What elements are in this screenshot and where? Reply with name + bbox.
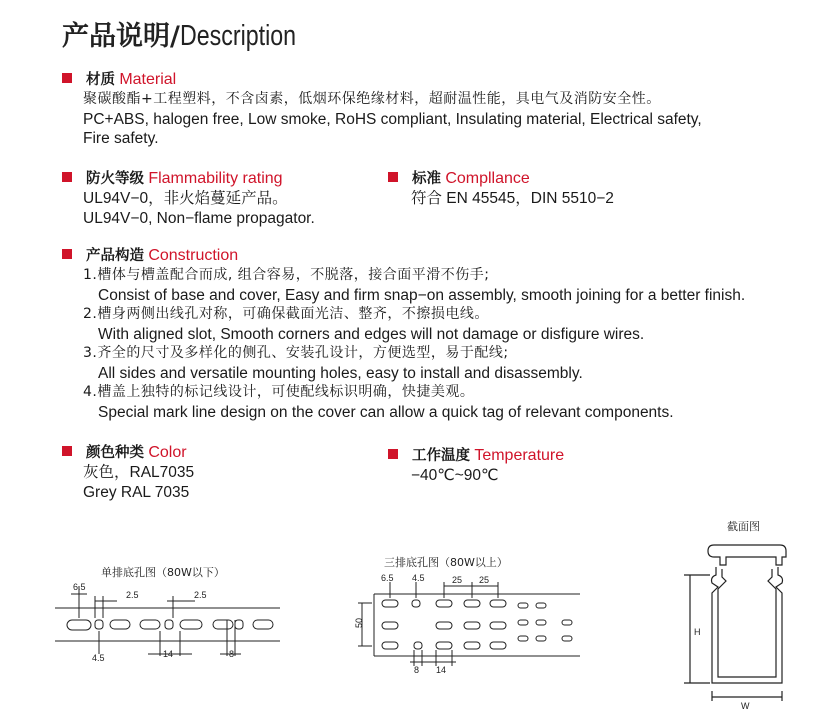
construction-line: 3.齐全的尺寸及多样化的侧孔、安装孔设计，方便选型，易于配线; — [83, 345, 509, 361]
construction-line: Consist of base and cover, Easy and firm snap−on assembly, smooth joining for a better finish. — [98, 286, 746, 304]
triple-dim-label: 25 — [452, 575, 463, 585]
material-line: Fire safety. — [83, 130, 159, 147]
single-dim-label: 2.5 — [194, 590, 207, 600]
single-dim-label: 14 — [163, 649, 174, 659]
flammability-line: UL94V−0，非火焰蔓延产品。 — [83, 190, 288, 207]
flammability-heading-en: Flammability rating — [148, 170, 283, 187]
single-dim-label: 8 — [229, 649, 235, 659]
material-line: PC+ABS, halogen free, Low smoke, RoHS compliant, Insulating material, Electrical safety, — [83, 110, 702, 128]
flammability-line: UL94V−0, Non−flame propagator. — [83, 209, 315, 227]
bullet-square-icon — [62, 73, 72, 83]
triple-dim-label: 50 — [354, 617, 364, 628]
section-dim-label: H — [694, 627, 701, 637]
construction-line: 2.槽身两侧出线孔对称，可确保截面光洁、整齐，不擦损电线。 — [83, 306, 489, 322]
color-heading-cn: 颜色种类 — [86, 445, 144, 461]
flammability-heading-cn: 防火等级 — [86, 171, 144, 187]
material-line: 聚碳酸酯+工程塑料，不含卤素，低烟环保绝缘材料，超耐温性能，具电气及消防安全性。 — [83, 91, 661, 107]
construction-line: 1.槽体与槽盖配合而成, 组合容易，不脱落，接合面平滑不伤手; — [83, 267, 490, 283]
color-line: 灰色，RAL7035 — [83, 464, 195, 481]
color-heading — [62, 443, 194, 463]
cross-section-diagram — [670, 515, 820, 715]
single-row-caption: 单排底孔图（80W以下） — [101, 566, 225, 579]
triple-dim-label: 4.5 — [412, 573, 425, 583]
construction-heading-en: Construction — [148, 247, 239, 264]
compliance-section — [388, 169, 614, 209]
color-heading-en: Color — [148, 444, 187, 461]
material-heading-cn: 材质 — [86, 72, 115, 88]
triple-row-hole-diagram — [352, 548, 592, 678]
construction-line: Special mark line design on the cover can allow a quick tag of relevant components. — [98, 403, 674, 421]
construction-heading — [62, 246, 745, 266]
single-dim-label: 4.5 — [92, 653, 105, 663]
cross-section-drawing — [670, 515, 820, 715]
page-title-sep: / — [170, 21, 180, 52]
triple-row-caption: 三排底孔图（80W以上） — [384, 556, 508, 569]
bullet-square-icon — [388, 172, 398, 182]
triple-dim-label: 8 — [414, 665, 420, 675]
material-section — [62, 70, 702, 149]
triple-dim-label: 25 — [479, 575, 490, 585]
construction-heading-cn: 产品构造 — [86, 248, 144, 264]
temperature-section — [388, 446, 564, 486]
flammability-heading — [62, 169, 315, 189]
construction-line: 4.槽盖上独特的标记线设计，可使配线标识明确，快捷美观。 — [83, 384, 475, 400]
construction-line: All sides and versatile mounting holes, easy to install and disassembly. — [98, 364, 583, 382]
compliance-heading — [388, 169, 614, 189]
triple-row-drawing — [352, 548, 592, 678]
temperature-heading-cn: 工作温度 — [412, 448, 470, 464]
temperature-heading — [388, 446, 564, 466]
compliance-heading-cn: 标准 — [412, 171, 441, 187]
cross-section-caption: 截面图 — [727, 520, 760, 533]
construction-section — [62, 246, 745, 422]
color-line: Grey RAL 7035 — [83, 483, 190, 501]
page-title — [62, 14, 325, 53]
bullet-square-icon — [62, 172, 72, 182]
construction-line: With aligned slot, Smooth corners and edges will not damage or disfigure wires. — [98, 325, 645, 343]
single-row-hole-diagram — [55, 556, 295, 666]
temperature-heading-en: Temperature — [474, 447, 565, 464]
single-dim-label: 6.5 — [73, 582, 86, 592]
compliance-line: 符合 EN 45545，DIN 5510−2 — [411, 190, 614, 207]
page-title-en: Description — [179, 20, 296, 52]
bullet-square-icon — [62, 249, 72, 259]
color-section — [62, 443, 194, 502]
compliance-heading-en: Compllance — [445, 170, 530, 187]
single-dim-label: 2.5 — [126, 590, 139, 600]
material-heading — [62, 70, 702, 90]
temperature-line: −40℃~90℃ — [411, 467, 499, 484]
bullet-square-icon — [388, 449, 398, 459]
single-row-drawing — [55, 556, 295, 666]
triple-dim-label: 6.5 — [381, 573, 394, 583]
section-dim-label: W — [741, 701, 750, 711]
page-title-cn: 产品说明 — [62, 21, 170, 52]
flammability-section — [62, 169, 315, 228]
bullet-square-icon — [62, 446, 72, 456]
material-heading-en: Material — [119, 71, 177, 88]
triple-dim-label: 14 — [436, 665, 447, 675]
